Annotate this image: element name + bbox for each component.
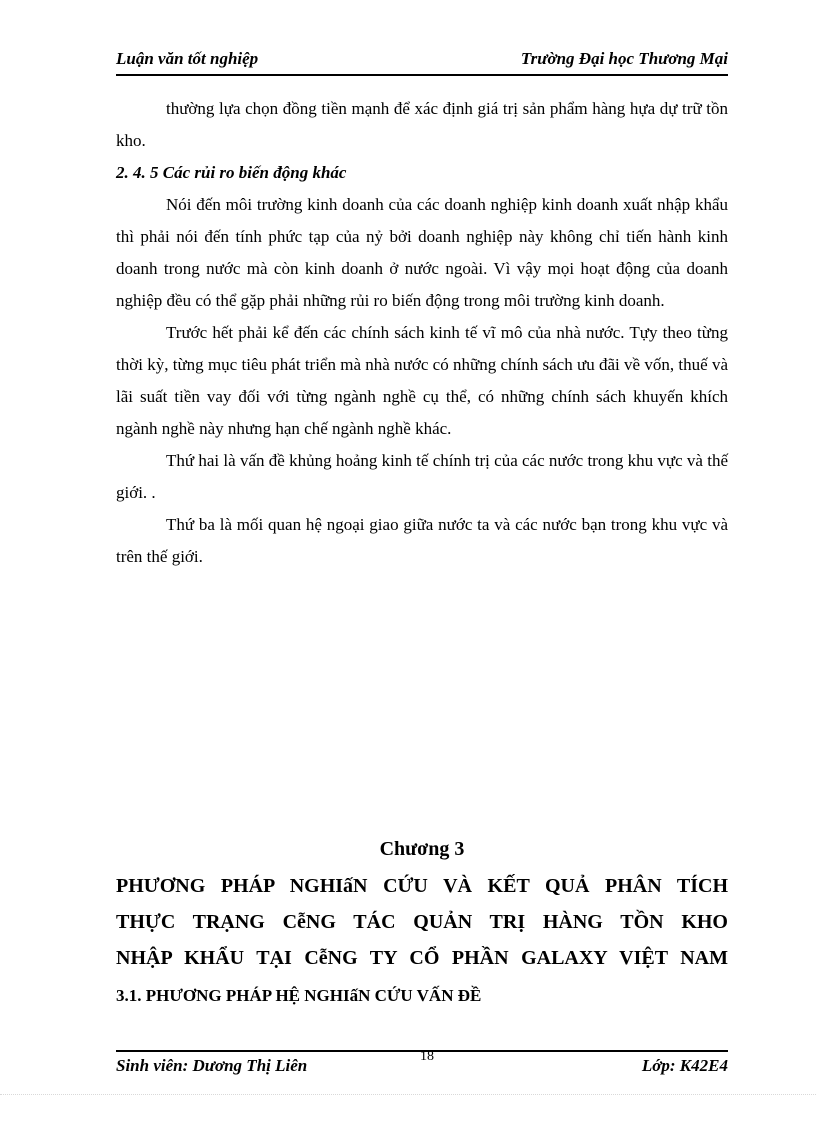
footer-class-code: Lớp: K42E4 (641, 1056, 728, 1075)
paragraph: Trước hết phải kể đến các chính sách kinh tế vĩ mô của nhà nước. Tựy theo từng thời kỳ, từng mục tiêu phát triển mà nhà nước có những chính sách ưu đãi về vốn, thuế và lãi suất tiền vay đối với từng ngành nghề cụ thể, có những chính sách khuyến khích ngành nghề này nhưng hạn chế ngành nghề khác. (116, 323, 728, 438)
page-number: 18 (420, 1049, 434, 1064)
paragraph-continuation: thường lựa chọn đồng tiền mạnh để xác định giá trị sản phẩm hàng hựa dự trữ tồn kho. (116, 99, 728, 150)
chapter-title-line: NHẬP KHẨU TẠI CễNG TY CỔ PHẦN GALAXY VIỆT NAM (116, 947, 728, 969)
page-header (116, 48, 728, 76)
header-thesis-label: Luận văn tốt nghiệp (116, 49, 259, 68)
chapter-title-line: THỰC TRẠNG CễNG TÁC QUẢN TRỊ HÀNG TỒN KHO (116, 911, 728, 933)
chapter-label: Chương 3 (379, 838, 465, 860)
subsection-heading: 3.1. PHƯƠNG PHÁP HỆ NGHIấN CỨU VẤN ĐỀ (116, 986, 482, 1005)
paragraph: Nói đến môi trường kinh doanh của các doanh nghiệp kinh doanh xuất nhập khẩu thì phải nói đến tính phức tạp của nỷ bởi doanh nghiệp này không chỉ tiến hành kinh doanh trong nước mà còn kinh doanh ở nước ngoài. Vì vậy mọi hoạt động của doanh nghiệp đều có thể gặp phải những rủi ro biến động trong môi trường kinh doanh. (116, 195, 728, 310)
paragraph: Thứ ba là mối quan hệ ngoại giao giữa nước ta và các nước bạn trong khu vực và trên thế giới. (116, 515, 728, 566)
chapter-title-line: PHƯƠNG PHÁP NGHIấN CỨU VÀ KẾT QUẢ PHÂN TÍCH (116, 875, 728, 897)
section-heading: 2. 4. 5 Các rủi ro biến động khác (116, 163, 347, 182)
header-university-name: Trường Đại học Thương Mại (520, 49, 728, 68)
document-body (116, 93, 728, 573)
chapter-title (116, 868, 728, 976)
page-boundary-divider (0, 1094, 816, 1095)
paragraph: Thứ hai là vấn đề khủng hoảng kinh tế chính trị của các nước trong khu vực và thế giới. . (116, 451, 728, 502)
page-footer (116, 1050, 728, 1082)
footer-student-name: Sinh viên: Dương Thị Liên (116, 1056, 308, 1075)
